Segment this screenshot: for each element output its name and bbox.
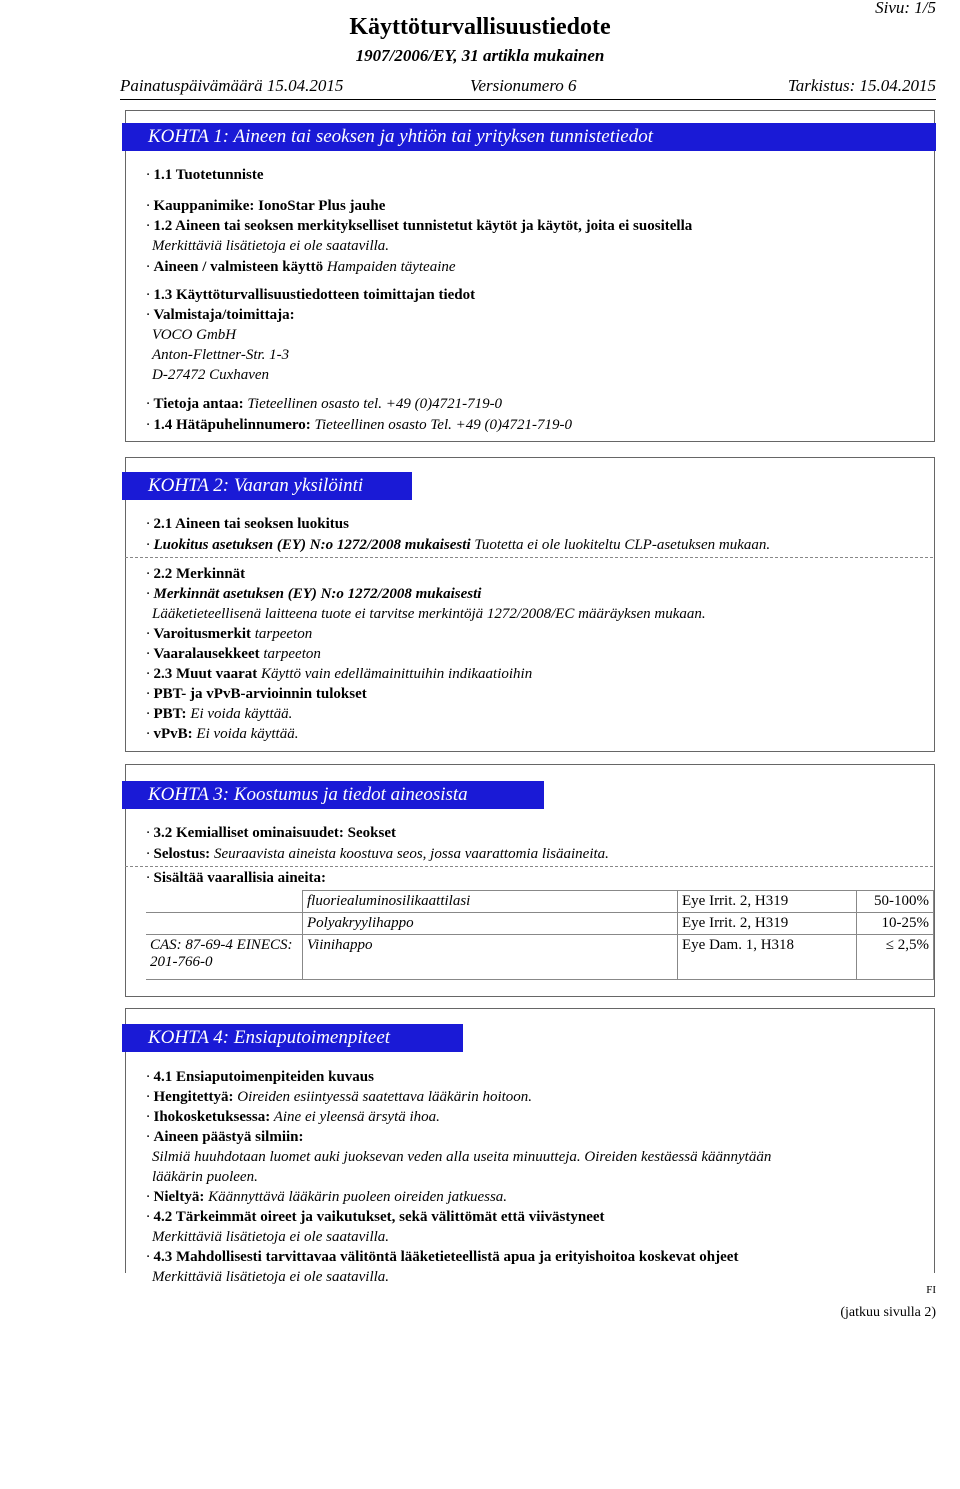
s3-line: · Selostus: Seuraavista aineista koostuva seos, jossa vaarattomia lisäaineita. — [146, 846, 609, 862]
substance-class: Eye Dam. 1, H318 — [678, 935, 857, 980]
substance-pct: 2,5% — [897, 937, 929, 953]
s1-line: · 1.2 Aineen tai seoksen merkitykselliset tunnistetut käytöt ja käytöt, joita ei suositella — [146, 218, 693, 234]
s3-line: · 3.2 Kemialliset ominaisuudet: Seokset — [146, 825, 396, 841]
s3-line: · Sisältää vaarallisia aineita: — [146, 870, 326, 886]
language-code: FI — [926, 1284, 936, 1296]
print-date: Painatuspäivämäärä 15.04.2015 — [120, 76, 344, 95]
s4-line: Silmiä huuhdotaan luomet auki juoksevan veden alla useita minuutteja. Oireiden kestäessä käännytään — [152, 1149, 772, 1165]
substance-pct: 10-25% — [857, 913, 934, 935]
s4-line: · 4.3 Mahdollisesti tarvittavaa välitöntä lääketieteellistä apua ja erityishoitoa koskevat ohjeet — [146, 1249, 739, 1265]
s1-line: VOCO GmbH — [152, 327, 237, 343]
s2-line: · 2.3 Muut vaarat Käyttö vain edellämainittuihin indikaatioihin — [146, 666, 533, 682]
table-row — [146, 913, 934, 935]
s4-line: · 4.1 Ensiaputoimenpiteiden kuvaus — [146, 1069, 374, 1085]
s1-line: · Valmistaja/toimittaja: — [146, 307, 295, 323]
section-1-title: KOHTA 1: Aineen tai seoksen ja yhtiön tai yrityksen tunnistetiedot — [122, 123, 936, 151]
s1-line: · 1.4 Hätäpuhelinnumero: Tieteellinen osasto Tel. +49 (0)4721-719-0 — [146, 417, 572, 433]
s2-line: · vPvB: Ei voida käyttää. — [146, 726, 299, 742]
divider — [125, 557, 933, 558]
s2-line: · Varoitusmerkit tarpeeton — [146, 626, 313, 642]
s1-line: Anton-Flettner-Str. 1-3 — [152, 347, 290, 363]
s1-line: Merkittäviä lisätietoja ei ole saatavilla. — [152, 238, 390, 254]
s2-line: · 2.1 Aineen tai seoksen luokitus — [146, 516, 349, 532]
substance-name: fluoriealuminosilikaattilasi — [303, 891, 678, 913]
s4-line: · 4.2 Tärkeimmät oireet ja vaikutukset, sekä välittömät että viivästyneet — [146, 1209, 605, 1225]
less-equal-icon: ≤ — [885, 937, 898, 953]
version-number: Versionumero 6 — [470, 76, 577, 95]
table-row — [146, 935, 934, 980]
substance-name: Polyakryylihappo — [303, 913, 678, 935]
s2-line: Lääketieteellisenä laitteena tuote ei tarvitse merkintöjä 1272/2008/EC määräyksen mukaan. — [152, 606, 706, 622]
s1-line: · 1.1 Tuotetunniste — [146, 167, 264, 183]
s1-line: · Kauppanimike: IonoStar Plus jauhe — [146, 198, 386, 214]
s4-line: lääkärin puoleen. — [152, 1169, 258, 1185]
s2-line: · Vaaralausekkeet tarpeeton — [146, 646, 321, 662]
continues-note: (jatkuu sivulla 2) — [840, 1305, 936, 1320]
page-number: Sivu: 1/5 — [875, 0, 936, 17]
substance-name: Viinihappo — [303, 935, 678, 980]
section-2-title: KOHTA 2: Vaaran yksilöinti — [122, 472, 412, 500]
s4-line: · Nieltyä: Käännyttävä lääkärin puoleen oireiden jatkuessa. — [146, 1189, 508, 1205]
s4-line: Merkittäviä lisätietoja ei ole saatavilla. — [152, 1229, 390, 1245]
s1-line: D-27472 Cuxhaven — [152, 367, 270, 383]
header-rule — [120, 99, 936, 100]
section-4-title: KOHTA 4: Ensiaputoimenpiteet — [122, 1024, 463, 1052]
s1-line: · 1.3 Käyttöturvallisuustiedotteen toimittajan tiedot — [146, 287, 476, 303]
s2-line: · PBT- ja vPvB-arvioinnin tulokset — [146, 686, 367, 702]
divider — [125, 866, 933, 867]
s2-line: · 2.2 Merkinnät — [146, 566, 246, 582]
s2-line: · Merkinnät asetuksen (EY) N:o 1272/2008 mukaisesti — [146, 586, 482, 602]
document-subtitle: 1907/2006/EY, 31 artikla mukainen — [355, 46, 605, 65]
s4-line: · Ihokosketuksessa: Aine ei yleensä ärsytä ihoa. — [146, 1109, 440, 1125]
s1-line: · Tietoja antaa: Tieteellinen osasto tel. +49 (0)4721-719-0 — [146, 396, 503, 412]
s4-line: · Aineen päästyä silmiin: — [146, 1129, 304, 1145]
substance-id — [146, 891, 303, 913]
substance-pct-cell — [857, 935, 934, 980]
s2-line: · Luokitus asetuksen (EY) N:o 1272/2008 mukaisesti Tuotetta ei ole luokiteltu CLP-asetuksen mukaan. — [146, 537, 771, 553]
document-title: Käyttöturvallisuustiedote — [349, 14, 611, 40]
s4-line: Merkittäviä lisätietoja ei ole saatavilla. — [152, 1269, 390, 1285]
section-3-title: KOHTA 3: Koostumus ja tiedot aineosista — [122, 781, 544, 809]
s4-line: · Hengitettyä: Oireiden esiintyessä saatettava lääkärin hoitoon. — [146, 1089, 533, 1105]
substance-pct: 50-100% — [857, 891, 934, 913]
revision-date: Tarkistus: 15.04.2015 — [787, 76, 936, 95]
s2-line: · PBT: Ei voida käyttää. — [146, 706, 293, 722]
hazardous-substances-table — [146, 890, 934, 980]
s1-line: · Aineen / valmisteen käyttö Hampaiden täyteaine — [146, 259, 456, 275]
substance-class: Eye Irrit. 2, H319 — [678, 891, 857, 913]
substance-id: CAS: 87-69-4 EINECS: 201-766-0 — [146, 935, 303, 980]
substance-id — [146, 913, 303, 935]
table-row — [146, 891, 934, 913]
section-1-box — [125, 110, 935, 442]
substance-class: Eye Irrit. 2, H319 — [678, 913, 857, 935]
